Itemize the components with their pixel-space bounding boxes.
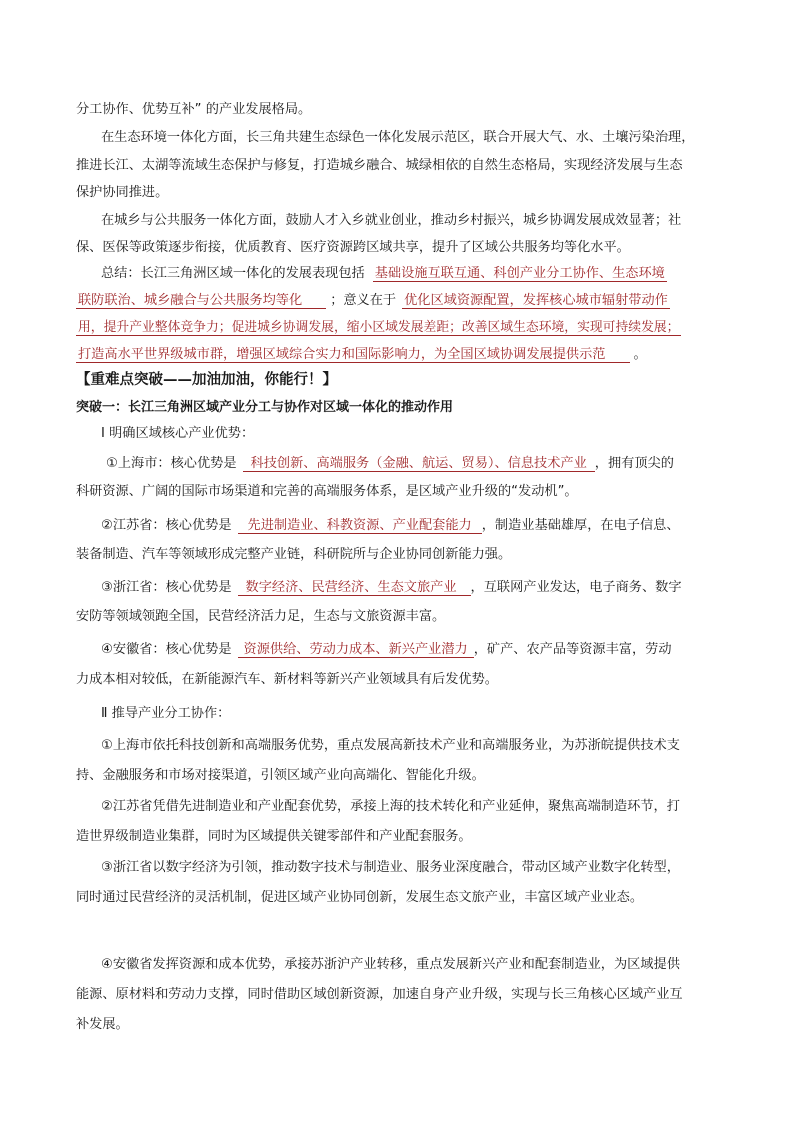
part-1-heading: Ⅰ 明确区域核心产业优势： [101, 426, 255, 441]
summary-blank-2-cont: 用，提升产业整体竞争力；促进城乡协调发展，缩小区域发展差距；改善区域生态环境，实现可持续发展； [78, 320, 680, 335]
advantage-prefix: ①上海市：核心优势是 [106, 456, 237, 471]
summary-end: 。 [633, 347, 647, 362]
summary-line [76, 291, 670, 311]
cooperation-anhui-cont: 能源、原材料和劳动力支撑，同时借助区域创新资源，加速自身产业升级，实现与长三角核心区域产业互 [76, 987, 683, 1002]
ecology-paragraph-cont: 保护协同推进。 [76, 185, 169, 200]
advantage-rest: ，矿产、农产品等资源丰富，劳动 [473, 642, 672, 657]
ecology-paragraph-cont: 推进长江、太湖等流域生态保护与修复，打造城乡融合、城绿相依的自然生态格局，实现经济发展与生态 [76, 158, 683, 173]
advantage-prefix: ③浙江省：核心优势是 [101, 580, 232, 595]
advantage-rest: ，制造业基础雄厚，在电子信息、 [481, 518, 680, 533]
advantage-blank: 资源供给、劳动力成本、新兴产业潜力 [238, 642, 474, 658]
advantage-anhui-cont: 力成本相对较低，在新能源汽车、新材料等新兴产业领域具有后发优势。 [76, 672, 498, 687]
cooperation-anhui-cont: 补发展。 [76, 1017, 129, 1032]
summary-blank-1: 基础设施互联互通、科创产业分工协作、生态环境 [374, 266, 665, 281]
advantage-blank: 数字经济、民营经济、生态文旅产业 [238, 580, 471, 596]
summary-line [76, 318, 681, 338]
advantage-jiangsu [101, 516, 680, 536]
advantage-prefix: ②江苏省：核心优势是 [101, 518, 232, 533]
breakthrough-heading: 突破一：长江三角洲区域产业分工与协作对区域一体化的推动作用 [76, 400, 454, 415]
summary-blank-2-end: 打造高水平世界级城市群，增强区域综合实力和国际影响力，为全国区域协调发展提供示范 [78, 347, 606, 362]
advantage-jiangsu-cont: 装备制造、汽车等领域形成完整产业链，科研院所与企业协同创新能力强。 [76, 547, 512, 562]
cooperation-jiangsu: ②江苏省凭借先进制造业和产业配套优势，承接上海的技术转化和产业延伸，聚焦高端制造环节，打 [101, 799, 680, 814]
public-service-paragraph: 在城乡与公共服务一体化方面，鼓励人才入乡就业创业，推动乡村振兴，城乡协调发展成效显著；社 [101, 213, 682, 228]
public-service-paragraph-cont: 保、医保等政策逐步衔接，优质教育、医疗资源跨区域共享，提升了区域公共服务均等化水平。 [76, 240, 630, 255]
cooperation-zhejiang: ③浙江省以数字经济为引领，推动数字技术与制造业、服务业深度融合，带动区域产业数字化转型， [101, 860, 680, 875]
cooperation-shanghai-cont: 持、金融服务和市场对接渠道，引领区域产业向高端化、智能化升级。 [76, 768, 485, 783]
cooperation-jiangsu-cont: 造世界级制造业集群，同时为区域提供关键零部件和产业配套服务。 [76, 829, 472, 844]
summary-line [101, 264, 667, 284]
section-heading: 【重难点突破——加油加油，你能行！】 [76, 372, 337, 388]
advantage-shanghai-cont: 科研资源、广阔的国际市场渠道和完善的高端服务体系，是区域产业升级的“发动机”。 [76, 484, 578, 499]
advantage-anhui [101, 640, 672, 660]
summary-prefix: 总结：长江三角洲区域一体化的发展表现包括 [101, 266, 365, 281]
advantage-rest: ，互联网产业发达，电子商务、数字 [470, 580, 682, 595]
ecology-paragraph: 在生态环境一体化方面，长三角共建生态绿色一体化发展示范区，联合开展大气、水、土壤污染治理， [101, 130, 695, 145]
part-2-heading: Ⅱ 推导产业分工协作： [101, 706, 231, 721]
summary-mid: ；意义在于 [330, 293, 397, 308]
advantage-blank: 科技创新、高端服务（金融、航运、贸易）、信息技术产业 [243, 456, 595, 472]
advantage-blank: 先进制造业、科教资源、产业配套能力 [238, 518, 482, 534]
intro-line: 分工协作、优势互补” 的产业发展格局。 [76, 102, 312, 117]
summary-blank-2: 优化区域资源配置，发挥核心城市辐射带动作 [404, 293, 668, 308]
cooperation-shanghai: ①上海市依托科技创新和高端服务优势，重点发展高新技术产业和高端服务业，为苏浙皖提供技术支 [101, 738, 680, 753]
advantage-zhejiang [101, 578, 682, 598]
advantage-shanghai [106, 454, 674, 474]
cooperation-anhui: ④安徽省发挥资源和成本优势，承接苏浙沪产业转移，重点发展新兴产业和配套制造业，为区域提供 [101, 957, 680, 972]
advantage-rest: ，拥有顶尖的 [594, 456, 674, 471]
cooperation-zhejiang-cont: 同时通过民营经济的灵活机制，促进区域产业协同创新，发展生态文旅产业，丰富区域产业业态。 [76, 890, 644, 905]
summary-blank-1-tail [304, 293, 326, 309]
summary-blank-2-tail [608, 347, 630, 363]
summary-line [76, 345, 647, 365]
advantage-zhejiang-cont: 安防等领域领跑全国，民营经济活力足，生态与文旅资源丰富。 [76, 609, 446, 624]
advantage-prefix: ④安徽省：核心优势是 [101, 642, 232, 657]
summary-blank-1-cont: 联防联治、城乡融合与公共服务均等化 [78, 293, 303, 308]
